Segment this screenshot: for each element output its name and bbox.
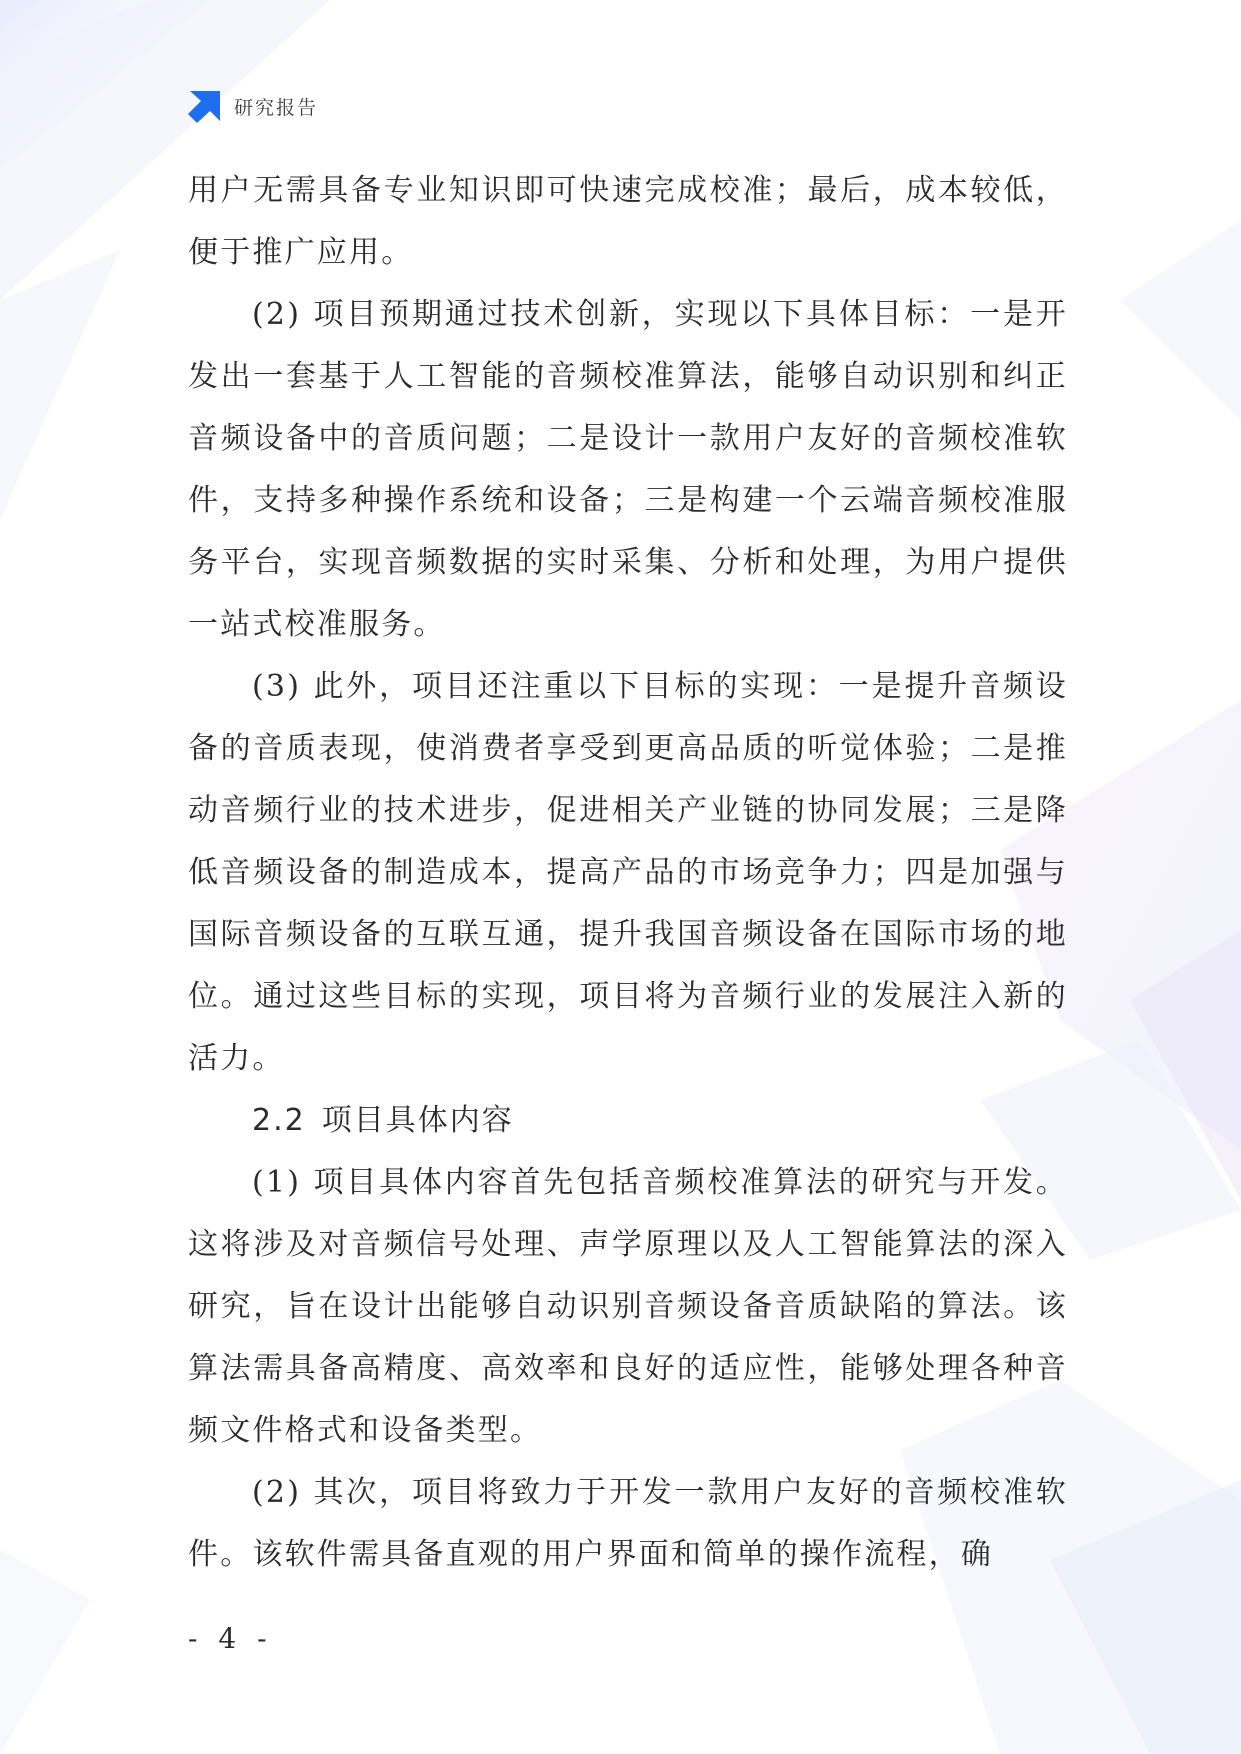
section-title: 项目具体内容 xyxy=(321,1103,514,1138)
paragraph-software: (2) 其次，项目将致力于开发一款用户友好的音频校准软件。该软件需具备直观的用户界面和简单的操作流程，确 xyxy=(188,1475,1068,1572)
paragraph-continuation: 用户无需具备专业知识即可快速完成校准；最后，成本较低，便于推广应用。 xyxy=(188,173,1068,270)
report-header xyxy=(188,88,318,124)
section-heading xyxy=(188,1090,1068,1152)
arrow-up-right-icon xyxy=(188,89,222,123)
paragraph-additional-goals: (3) 此外，项目还注重以下目标的实现：一是提升音频设备的音质表现，使消费者享受到更高品质的听觉体验；二是推动音频行业的技术进步，促进相关产业链的协同发展；三是降低音频设备的制造成本，提高产品的市场竞争力；四是加强与国际音频设备的互联互通，提升我国音频设备在国际市场的地位。通过这些目标的实现，项目将为音频行业的发展注入新的活力。 xyxy=(188,669,1068,1076)
page-number: - 4 - xyxy=(188,1622,273,1655)
paragraph-goals: (2) 项目预期通过技术创新，实现以下具体目标：一是开发出一套基于人工智能的音频校准算法，能够自动识别和纠正音频设备中的音质问题；二是设计一款用户友好的音频校准软件，支持多种操作系统和设备；三是构建一个云端音频校准服务平台，实现音频数据的实时采集、分析和处理，为用户提供一站式校准服务。 xyxy=(188,297,1068,642)
document-body xyxy=(188,160,1068,1586)
paragraph-algorithm: (1) 项目具体内容首先包括音频校准算法的研究与开发。这将涉及对音频信号处理、声学原理以及人工智能算法的深入研究，旨在设计出能够自动识别音频设备音质缺陷的算法。该算法需具备高精度、高效率和良好的适应性，能够处理各种音频文件格式和设备类型。 xyxy=(188,1165,1068,1448)
header-title: 研究报告 xyxy=(234,96,319,119)
section-number: 2.2 xyxy=(252,1103,306,1138)
